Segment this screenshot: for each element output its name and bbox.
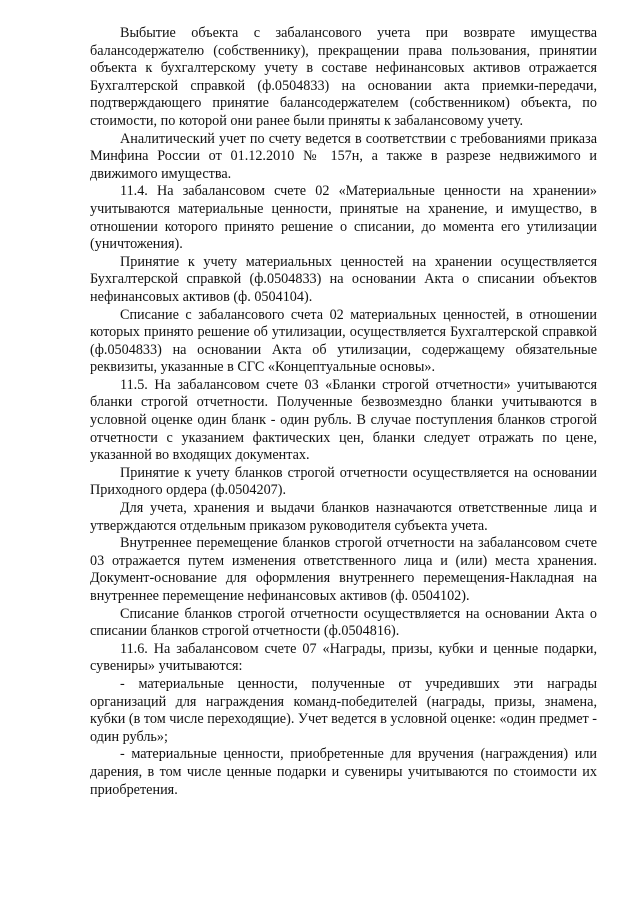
paragraph-11-6: 11.6. На забалансовом счете 07 «Награды, призы, кубки и ценные подарки, сувениры» учитываются: <box>90 640 597 675</box>
paragraph-11-4: 11.4. На забалансовом счете 02 «Материальные ценности на хранении» учитываются материальные ценности, принятые на хранение, и имущество, в отношении которого принято решение о списании, до момента его утилизации (уничтожения). <box>90 183 597 253</box>
paragraph-11-5: 11.5. На забалансовом счете 03 «Бланки строгой отчетности» учитываются бланки строгой отчетности. Полученные безвозмездно бланки учитываются в условной оценке один бланк - один рубль. В случае поступления бланков строгой отчетности с указанием фактических цен, бланки следует отражать по цене, указанной во входящих документах. <box>90 376 597 464</box>
paragraph-acceptance-forms: Принятие к учету бланков строгой отчетности осуществляется на основании Приходного ордера (ф.0504207). <box>90 464 597 499</box>
list-item-gifts-purchased: - материальные ценности, приобретенные для вручения (награждения) или дарения, в том числе ценные подарки и сувениры учитываются по стоимости их приобретения. <box>90 746 597 798</box>
paragraph-writeoff-02: Списание с забалансового счета 02 материальных ценностей, в отношении которых принято решение об утилизации, осуществляется Бухгалтерской справкой (ф.0504833) на основании Акта об утилизации, содержащему обязательные реквизиты, указанные в СГС «Концептуальные основы». <box>90 306 597 376</box>
paragraph-acceptance-storage: Принятие к учету материальных ценностей на хранении осуществляется Бухгалтерской справкой (ф.0504833) на основании Акта о списании объектов нефинансовых активов (ф. 0504104). <box>90 253 597 305</box>
paragraph-writeoff-forms: Списание бланков строгой отчетности осуществляется на основании Акта о списании бланков строгой отчетности (ф.0504816). <box>90 605 597 640</box>
document-page <box>90 25 597 799</box>
paragraph-responsible-persons: Для учета, хранения и выдачи бланков назначаются ответственные лица и утверждаются отдельным приказом руководителя субъекта учета. <box>90 500 597 534</box>
paragraph-analytic-accounting: Аналитический учет по счету ведется в соответствии с требованиями приказа Минфина России от 01.12.2010 № 157н, а также в разрезе недвижимого и движимого имущества. <box>90 130 597 182</box>
paragraph-disposal: Выбытие объекта с забалансового учета при возврате имущества балансодержателю (собственнику), прекращении права пользования, принятии объекта к бухгалтерскому учету в составе нефинансовых активов отражается Бухгалтерской справкой (ф.0504833) на основании акта приемки-передачи, подтверждающего принятие балансодержателем (собственником) объекта, по стоимости, по которой они ранее были приняты к забалансовому учету. <box>90 25 597 129</box>
paragraph-internal-transfer: Внутреннее перемещение бланков строгой отчетности на забалансовом счете 03 отражается путем изменения ответственного лица и (или) места хранения. Документ-основание для оформления внутреннего перемещения-Накладная на внутреннее перемещение нефинансовых активов (ф. 0504102). <box>90 535 597 604</box>
list-item-awards-received: - материальные ценности, полученные от учредивших эти награды организаций для награждения команд-победителей (награды, призы, знамена, кубки (в том числе переходящие). Учет ведется в условной оценке: «один предмет - один рубль»; <box>90 675 597 745</box>
